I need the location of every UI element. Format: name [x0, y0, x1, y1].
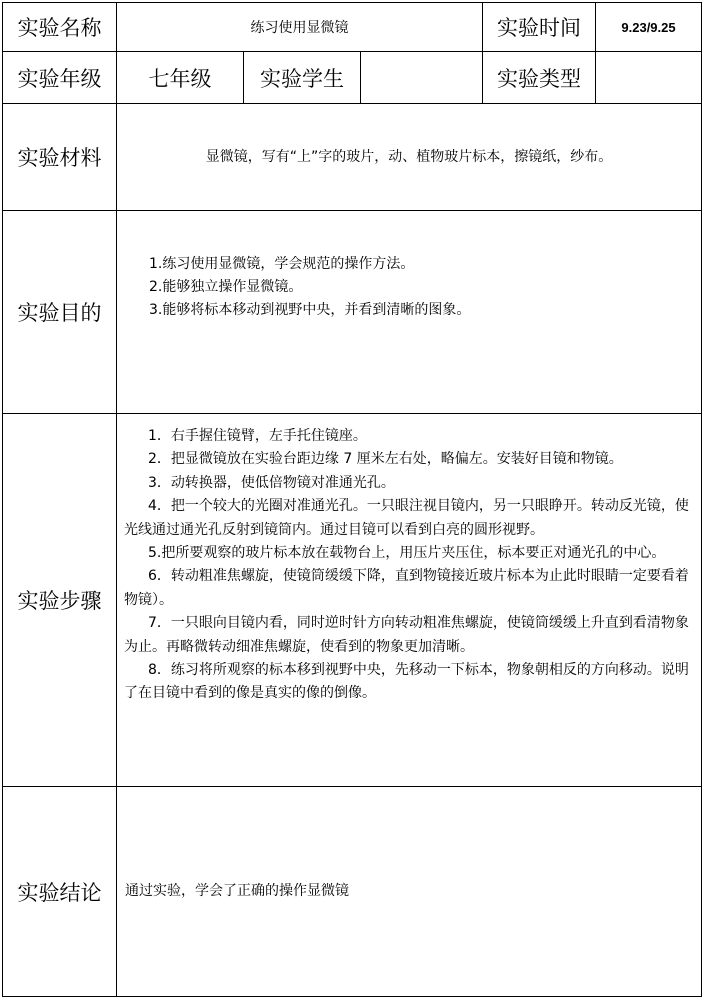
- row-grade-student-type: [3, 52, 702, 104]
- grade-value: 七年级: [117, 52, 244, 104]
- step-item: 1．右手握住镜臂，左手托住镜座。: [148, 428, 367, 444]
- step-item: 2．把显微镜放在实验台距边缘 7 厘米左右处，略偏左。安装好目镜和物镜。: [148, 451, 623, 468]
- step-item: 7．一只眼向目镜内看，同时逆时针方向转动粗准焦螺旋，使镜筒缓缓上升直到看清物象为止。再略微转动细准焦螺旋，使看到的物象更加清晰。: [124, 615, 689, 655]
- purpose-item: 2.能够独立操作显微镜。: [149, 279, 303, 295]
- materials-label: 实验材料: [3, 104, 117, 211]
- step-item: 6．转动粗准焦螺旋，使镜筒缓缓下降，直到物镜接近玻片标本为止此时眼睛一定要看着物镜）。: [124, 568, 689, 608]
- step-item: 4．把一个较大的光圈对准通光孔。一只眼注视目镜内，另一只眼睁开。转动反光镜，使光线通过通光孔反射到镜筒内。通过目镜可以看到白亮的圆形视野。: [124, 498, 689, 538]
- row-name-time: [3, 3, 702, 52]
- step-item: 5.把所要观察的玻片标本放在载物台上，用压片夹压住，标本要正对通光孔的中心。: [148, 545, 666, 562]
- purpose-item: 1.练习使用显微镜，学会规范的操作方法。: [149, 256, 415, 272]
- type-label: 实验类型: [483, 52, 596, 104]
- steps-label: 实验步骤: [3, 414, 117, 787]
- steps-list: [117, 414, 702, 787]
- name-label: 实验名称: [3, 3, 117, 52]
- step-item: 8．练习将所观察的标本移到视野中央，先移动一下标本，物象朝相反的方向移动。说明了在目镜中看到的像是真实的像的倒像。: [124, 662, 689, 702]
- grade-label: 实验年级: [3, 52, 117, 104]
- conclusion-label: 实验结论: [3, 787, 117, 997]
- student-label: 实验学生: [244, 52, 361, 104]
- purpose-label: 实验目的: [3, 211, 117, 414]
- row-purpose: [3, 211, 702, 414]
- type-value: [596, 52, 702, 104]
- time-label: 实验时间: [483, 3, 596, 52]
- row-steps: [3, 414, 702, 787]
- conclusion-text: 通过实验，学会了正确的操作显微镜: [117, 787, 702, 997]
- row-materials: [3, 104, 702, 211]
- experiment-record-table: [2, 2, 702, 997]
- materials-text: 显微镜，写有“上”字的玻片，动、植物玻片标本，擦镜纸，纱布。: [117, 104, 702, 211]
- row-conclusion: [3, 787, 702, 997]
- name-value: 练习使用显微镜: [117, 3, 483, 52]
- step-item: 3．动转换器，使低倍物镜对准通光孔。: [148, 474, 395, 491]
- purpose-list: [117, 211, 702, 414]
- purpose-item: 3.能够将标本移动到视野中央，并看到清晰的图象。: [149, 302, 471, 318]
- student-value: [361, 52, 483, 104]
- time-value: 9.23/9.25: [596, 3, 702, 52]
